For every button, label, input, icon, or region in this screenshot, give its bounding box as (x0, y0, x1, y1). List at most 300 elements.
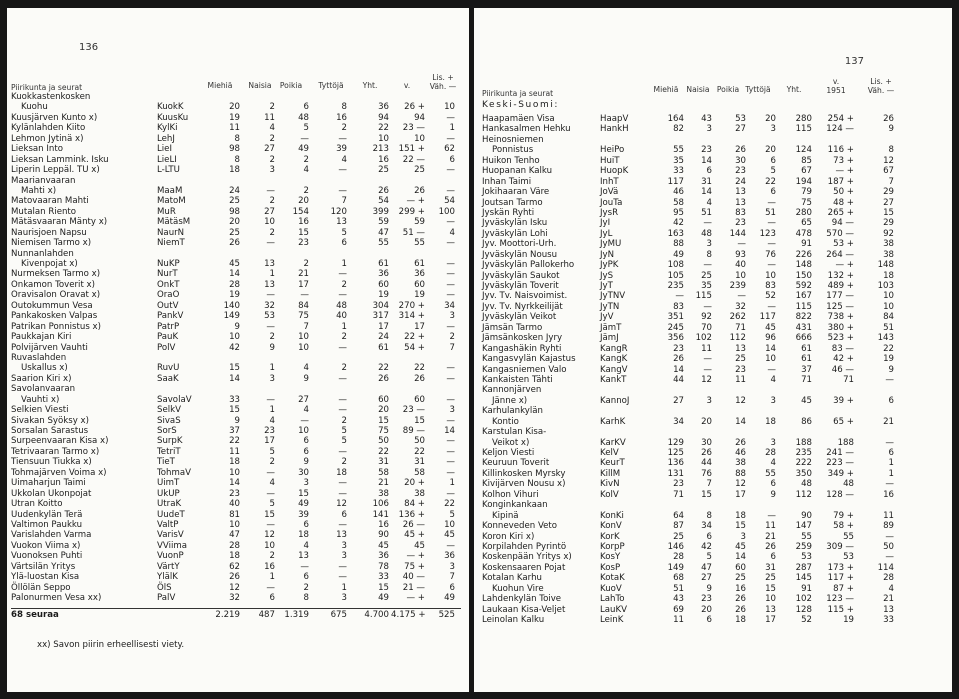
cell-women: 5 (706, 552, 712, 563)
cell-prev-year: 46 — (831, 364, 854, 375)
cell-men: 164 (667, 114, 684, 124)
cell-total: 26 (378, 185, 389, 196)
club-name: Liperin Leppäl. TU x) (11, 165, 100, 176)
total-cell: 2.219 (215, 610, 240, 620)
cell-prev-year: 254 + (827, 114, 854, 124)
cell-girls: 6 (770, 155, 776, 166)
club-abbreviation: NiemT (157, 238, 185, 249)
club-name: Uskallus x) (21, 363, 68, 374)
club-abbreviation: KolV (600, 489, 619, 500)
table-row (7, 374, 469, 384)
cell-boys: 30 (298, 467, 309, 478)
cell-boys: 2 (303, 259, 309, 269)
cell-prev-year: 48 (843, 479, 854, 490)
cell-change: — (446, 290, 455, 301)
cell-total: 45 (378, 540, 389, 551)
club-abbreviation: PalV (157, 593, 176, 603)
club-abbreviation: OraO (157, 290, 180, 301)
club-abbreviation: MuR (157, 206, 176, 217)
table-row (474, 469, 952, 479)
club-name: Vuokon Viima x) (11, 540, 81, 551)
cell-total: 94 (378, 112, 389, 123)
table-row (7, 353, 469, 363)
cell-men: 108 (667, 260, 684, 271)
cell-prev-year: 53 + (833, 239, 854, 250)
table-row (474, 271, 952, 281)
cell-men: 14 (673, 364, 684, 375)
cell-total: 213 (372, 144, 389, 155)
club-name: Tohmajärven Voima x) (11, 467, 107, 478)
club-name: Kivijärven Nousu x) (482, 479, 566, 490)
cell-girls: 21 (765, 531, 776, 542)
cell-change: 22 (883, 343, 894, 354)
club-name: Polvijärven Vauhti (11, 342, 88, 353)
cell-total: 52 (801, 615, 812, 625)
cell-women: 92 (701, 312, 712, 323)
cell-prev-year: — + (406, 196, 425, 207)
table-row (474, 187, 952, 197)
cell-prev-year: 39 + (833, 395, 854, 406)
cell-change: — (446, 373, 455, 384)
club-abbreviation: HuiT (600, 155, 620, 166)
cell-girls: 2 (341, 332, 347, 343)
cell-total: 16 (378, 154, 389, 165)
club-abbreviation: KosY (600, 552, 621, 563)
table-row (474, 365, 952, 375)
club-name: Tiensuun Tiukka x) (11, 457, 92, 468)
table-row (474, 396, 952, 406)
cell-prev-year: — + (835, 166, 854, 177)
cell-men: 83 (673, 301, 684, 312)
table-row (474, 521, 952, 531)
club-name: Jyv. Tv. Nyrkkeilijät (482, 301, 563, 312)
cell-prev-year: 128 — (826, 489, 854, 500)
cell-men: 10 (229, 467, 240, 478)
club-abbreviation: SivaS (157, 415, 181, 426)
cell-women: 6 (269, 593, 275, 603)
club-abbreviation: OutV (157, 300, 179, 311)
cell-girls: 4 (770, 458, 776, 469)
cell-women: 15 (701, 489, 712, 500)
cell-girls: 31 (765, 562, 776, 573)
club-abbreviation: YlälK (157, 572, 178, 583)
cell-boys: 49 (298, 144, 309, 155)
club-abbreviation: KarKV (600, 437, 626, 448)
table-row (474, 375, 952, 385)
club-name: Jänne x) (492, 395, 528, 406)
cell-prev-year: 53 (843, 552, 854, 563)
cell-prev-year: 55 (414, 238, 425, 249)
club-abbreviation: KuusKu (157, 112, 189, 123)
club-abbreviation: VuonP (157, 551, 184, 562)
table-row (7, 363, 469, 373)
cell-boys: 25 (735, 573, 746, 584)
column-header: Naisia (686, 85, 710, 94)
club-name: Ponnistus (492, 145, 534, 156)
cell-men: 51 (673, 583, 684, 594)
club-name: Lieksan Into (11, 144, 63, 155)
cell-women: 1 (269, 405, 275, 416)
cell-change: 1 (449, 478, 455, 489)
column-header: v. 1951 (826, 77, 846, 95)
cell-men: 8 (234, 154, 240, 165)
cell-men: 163 (667, 228, 684, 239)
club-abbreviation: KangR (600, 343, 628, 354)
cell-prev-year: 10 (414, 133, 425, 144)
cell-prev-year: 117 + (827, 573, 854, 584)
club-abbreviation: KivN (600, 479, 620, 490)
table-row (474, 135, 952, 145)
cell-girls: 1 (341, 321, 347, 332)
club-abbreviation: SurpK (157, 436, 183, 447)
cell-boys: 17 (735, 489, 746, 500)
table-row (7, 92, 469, 102)
cell-total: 304 (372, 300, 389, 311)
cell-prev-year: 50 + (833, 187, 854, 198)
cell-boys: 30 (735, 155, 746, 166)
cell-change: — (446, 185, 455, 196)
cell-boys: 23 (735, 364, 746, 375)
cell-men: 24 (229, 185, 240, 196)
cell-women: 8 (706, 510, 712, 521)
table-row (474, 250, 952, 260)
cell-boys: 6 (303, 519, 309, 530)
club-name: Mahti x) (21, 185, 57, 196)
cell-girls: 9 (770, 489, 776, 500)
club-abbreviation: JyS (600, 270, 614, 281)
cell-change: 7 (888, 176, 894, 187)
cell-boys: 83 (735, 207, 746, 218)
cell-prev-year: 23 — (402, 405, 425, 416)
cell-men: 98 (229, 144, 240, 155)
cell-total: 91 (801, 239, 812, 250)
cell-total: 141 (372, 509, 389, 520)
table-row (474, 291, 952, 301)
cell-prev-year: 136 + (398, 509, 425, 520)
cell-women: 70 (701, 322, 712, 333)
club-abbreviation: NaurN (157, 227, 185, 238)
cell-prev-year: 58 + (833, 521, 854, 532)
club-abbreviation: L-LTU (157, 165, 180, 176)
cell-prev-year: 26 + (404, 102, 425, 113)
cell-total: 22 (378, 123, 389, 134)
cell-women: — (703, 354, 712, 365)
cell-boys: 17 (298, 279, 309, 290)
club-abbreviation: KorK (600, 531, 620, 542)
cell-women: 9 (706, 583, 712, 594)
left-page (7, 8, 469, 692)
club-name: Oravisalon Oravat x) (11, 290, 101, 301)
cell-women: 48 (701, 228, 712, 239)
cell-prev-year: 314 + (398, 311, 425, 322)
table-row (7, 468, 469, 478)
club-abbreviation: JämT (600, 322, 622, 333)
cell-women: — (703, 260, 712, 271)
column-header: Lis. + Väh. — (867, 77, 895, 95)
cell-men: 28 (229, 279, 240, 290)
cell-men: 87 (673, 521, 684, 532)
table-row (7, 530, 469, 540)
table-row (7, 499, 469, 509)
table-row (7, 165, 469, 175)
club-name: Saarion Kiri x) (11, 373, 72, 384)
club-abbreviation: LehJ (157, 133, 175, 144)
club-name: Veikot x) (492, 437, 530, 448)
cell-change: 6 (888, 448, 894, 458)
cell-girls: 2 (341, 279, 347, 290)
cell-change: 3 (449, 311, 455, 322)
cell-women: 11 (701, 343, 712, 354)
cell-women: 1 (269, 572, 275, 583)
table-row (474, 552, 952, 562)
cell-change: — (446, 394, 455, 405)
cell-men: 12 (229, 582, 240, 593)
club-abbreviation: HeiPo (600, 145, 625, 156)
cell-total: 188 (795, 437, 812, 448)
cell-boys: 14 (735, 416, 746, 427)
cell-men: 20 (229, 102, 240, 113)
club-abbreviation: VViima (157, 540, 187, 551)
cell-total: 61 (801, 343, 812, 354)
club-name: Selkien Viesti (11, 405, 69, 416)
club-abbreviation: JyL (600, 228, 613, 239)
cell-boys: 6 (303, 446, 309, 457)
cell-men: 10 (229, 519, 240, 530)
cell-change: 62 (444, 144, 455, 155)
club-name: Savolanvaaran (11, 384, 76, 395)
club-abbreviation: JyTN (600, 301, 620, 312)
club-abbreviation: KannoJ (600, 395, 630, 406)
cell-girls: 6 (341, 238, 347, 249)
cell-total: 20 (378, 405, 389, 416)
cell-prev-year: 19 (414, 290, 425, 301)
club-name: Kuohu (21, 102, 48, 113)
club-name: Kuusjärven Kunto x) (11, 112, 98, 123)
cell-men: 37 (229, 426, 240, 436)
cell-prev-year: 173 + (827, 562, 854, 573)
total-cell: 487 (258, 610, 275, 620)
table-row (474, 312, 952, 322)
club-abbreviation: KillM (600, 468, 621, 479)
club-abbreviation: SelkV (157, 405, 181, 416)
cell-boys: 71 (735, 322, 746, 333)
cell-girls: 13 (336, 217, 347, 228)
page-number-right: 137 (844, 56, 864, 67)
table-row (7, 551, 469, 561)
cell-change: 10 (883, 301, 894, 312)
cell-boys: 18 (298, 530, 309, 541)
club-abbreviation: LauKV (600, 604, 628, 615)
cell-prev-year: 489 + (827, 281, 854, 291)
cell-total: 22 (378, 446, 389, 457)
club-abbreviation: NurT (157, 269, 178, 280)
cell-women: 34 (701, 521, 712, 532)
cell-boys: 7 (303, 321, 309, 332)
cell-girls: 3 (341, 593, 347, 603)
cell-women: 4 (269, 123, 275, 134)
club-name: Leinolan Kalku (482, 615, 545, 625)
cell-change: 9 (888, 124, 894, 135)
cell-women: 15 (264, 509, 275, 520)
cell-change: — (446, 363, 455, 374)
table-row (7, 217, 469, 227)
cell-total: 10 (378, 133, 389, 144)
cell-girls: 6 (770, 187, 776, 198)
cell-prev-year: 349 + (827, 468, 854, 479)
club-name: Vuonoksen Puhti (11, 551, 83, 562)
cell-women: 12 (264, 530, 275, 541)
table-row (474, 145, 952, 155)
cell-men: 125 (667, 448, 684, 458)
club-abbreviation: PauK (157, 332, 179, 343)
cell-men: 11 (229, 123, 240, 134)
cell-girls: 3 (770, 395, 776, 406)
club-abbreviation: JyPK (600, 260, 619, 271)
cell-prev-year: 94 — (831, 218, 854, 229)
cell-change: 7 (449, 342, 455, 353)
cell-women: 3 (269, 165, 275, 176)
table-row (7, 176, 469, 186)
table-row (474, 354, 952, 364)
cell-prev-year: 60 (414, 394, 425, 405)
club-abbreviation: KonV (600, 521, 622, 532)
cell-prev-year: — + (835, 260, 854, 271)
club-abbreviation: PatrP (157, 321, 180, 332)
cell-men: 58 (673, 197, 684, 208)
cell-girls: 20 (765, 145, 776, 156)
right-page (474, 8, 952, 692)
cell-girls: 5 (341, 227, 347, 238)
club-name: Korpilahden Pyrintö (482, 541, 567, 552)
table-row (474, 156, 952, 166)
cell-change: — (446, 217, 455, 228)
cell-total: 106 (372, 499, 389, 510)
cell-girls: — (767, 510, 776, 521)
column-header: Yht. (362, 81, 378, 90)
cell-prev-year: 115 + (827, 604, 854, 615)
cell-men: 43 (673, 594, 684, 605)
cell-men: 28 (673, 552, 684, 563)
cell-prev-year: 19 (843, 615, 854, 625)
table-row (7, 416, 469, 426)
cell-prev-year: 38 (414, 488, 425, 499)
table-row (7, 510, 469, 520)
cell-boys: 262 (729, 312, 746, 323)
cell-total: 60 (378, 279, 389, 290)
club-abbreviation: InhT (600, 176, 619, 187)
cell-girls: 5 (341, 426, 347, 436)
cell-women: 25 (701, 270, 712, 281)
total-cell: 675 (330, 610, 347, 620)
table-row (7, 541, 469, 551)
club-name: Kivenpojat x) (21, 259, 78, 269)
cell-girls: 11 (765, 521, 776, 532)
cell-men: 62 (229, 561, 240, 572)
cell-total: 222 (795, 458, 812, 469)
cell-change: — (446, 415, 455, 426)
cell-prev-year: 123 — (826, 594, 854, 605)
cell-total: 124 (795, 145, 812, 156)
club-name: Mätäsvaaran Mänty x) (11, 217, 108, 228)
club-name: Maarianvaaran (11, 175, 76, 186)
cell-girls: — (338, 269, 347, 280)
cell-boys: 39 (298, 509, 309, 520)
club-abbreviation: SorS (157, 426, 177, 436)
cell-women: 12 (701, 374, 712, 385)
cell-girls: — (767, 239, 776, 250)
club-name: Konginkankaan (482, 500, 548, 511)
table-row (7, 593, 469, 603)
cell-prev-year: 71 (843, 374, 854, 385)
club-name: Karstulan Kisa- (482, 427, 547, 438)
cell-women: 16 (264, 561, 275, 572)
cell-change: — (446, 540, 455, 551)
cell-prev-year: 36 (414, 269, 425, 280)
cell-men: 23 (673, 343, 684, 354)
club-abbreviation: KylKi (157, 123, 178, 134)
cell-boys: 93 (735, 249, 746, 260)
club-name: Kotalan Karhu (482, 573, 542, 584)
region-heading: Keski-Suomi: (482, 100, 560, 110)
cell-total: 666 (795, 333, 812, 344)
cell-boys: 13 (298, 551, 309, 562)
cell-change: — (446, 321, 455, 332)
cell-girls: 96 (765, 333, 776, 344)
cell-prev-year: 21 — (402, 582, 425, 593)
club-name: Lahdenkylän Toive (482, 594, 562, 605)
cell-women: 2 (269, 332, 275, 343)
table-row (474, 114, 952, 124)
cell-prev-year: 79 + (833, 510, 854, 521)
cell-girls: — (338, 290, 347, 301)
cell-men: 356 (667, 333, 684, 344)
cell-men: 20 (229, 217, 240, 228)
cell-change: 3 (449, 561, 455, 572)
club-abbreviation: TohmaV (157, 467, 192, 478)
cell-girls: 28 (765, 448, 776, 458)
club-name: Kankaisten Tähti (482, 374, 553, 385)
cell-men: 9 (234, 415, 240, 426)
club-name: Kylänlahden Kiito (11, 123, 86, 134)
table-row (474, 198, 952, 208)
cell-girls: — (767, 301, 776, 312)
club-name: Outokummun Vesa (11, 300, 93, 311)
cell-prev-year: 116 + (827, 145, 854, 156)
cell-men: 10 (229, 332, 240, 343)
club-abbreviation: KosP (600, 562, 621, 573)
club-name: Kipinä (492, 510, 519, 521)
cell-men: 146 (667, 541, 684, 552)
cell-total: 86 (801, 416, 812, 427)
cell-women: 14 (701, 187, 712, 198)
cell-prev-year: 523 + (827, 333, 854, 344)
cell-women: 27 (264, 144, 275, 155)
total-divider (11, 608, 461, 609)
cell-girls: — (767, 197, 776, 208)
club-name: Konneveden Veto (482, 521, 558, 532)
cell-prev-year: 241 — (826, 448, 854, 458)
table-row (474, 584, 952, 594)
cell-girls: 13 (336, 530, 347, 541)
cell-girls: 51 (765, 207, 776, 218)
cell-girls: 48 (336, 300, 347, 311)
cell-change: 100 (438, 206, 455, 217)
cell-change: 19 (883, 354, 894, 365)
table-row (7, 134, 469, 144)
cell-women: 3 (706, 239, 712, 250)
table-row (7, 186, 469, 196)
cell-boys: 14 (735, 552, 746, 563)
